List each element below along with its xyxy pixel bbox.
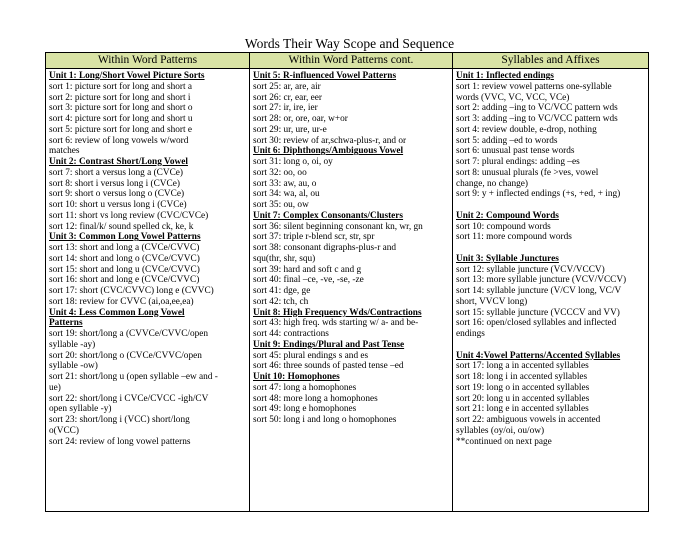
unit-heading <box>49 71 246 82</box>
column-header: Within Word Patterns cont. <box>250 53 452 69</box>
column-body <box>453 69 648 447</box>
sort-line: sort 25: ar, are, air <box>253 81 321 92</box>
sort-line: sort 45: plural endings s and es <box>253 350 369 361</box>
unit-heading <box>253 71 449 82</box>
column-within-word-patterns-cont <box>250 53 453 511</box>
sort-line: sort 3: picture sort for long and short o <box>49 103 193 114</box>
sort-line: sort 14: short and long o (CVCe/CVVC) <box>49 253 200 264</box>
sort-line: sort 4: picture sort for long and short u <box>49 114 193 124</box>
unit-heading-text: Unit 2: Compound Words <box>456 210 559 221</box>
sort-line: syllable -ay) <box>49 339 96 350</box>
sort-line: sort 19: long o in accented syllables <box>456 382 590 393</box>
unit-heading-text: Unit 2: Contrast Short/Long Vowel <box>49 157 188 167</box>
unit-heading-text: Patterns <box>49 318 83 329</box>
scope-sequence-table <box>45 52 649 512</box>
sort-line: sort 2: adding –ing to VC/VCC pattern wds <box>456 103 618 114</box>
sort-line: sort 15: short and long u (CVCe/CVVC) <box>49 264 200 275</box>
sort-line: sort 39: hard and soft c and g <box>253 264 362 275</box>
sort-line: sort 18: review for CVVC (ai,oa,ee,ea) <box>49 296 194 307</box>
sort-line: sort 26: cr, ear, eer <box>253 92 322 103</box>
unit-heading <box>49 157 246 168</box>
sort-line: sort 20: long u in accented syllables <box>456 393 590 404</box>
unit-heading-text: Unit 6: Diphthongs/Ambiguous Vowel <box>253 146 404 157</box>
sort-line: sort 49: long e homophones <box>253 404 357 415</box>
unit-heading-text: Unit 8: High Frequency Wds/Contractions <box>253 307 422 318</box>
sort-line: sort 9: y + inflected endings (+s, +ed, + ing) <box>456 189 621 200</box>
sort-line: sort 18: long i in accented syllables <box>456 372 588 382</box>
sort-line: sort 34: wa, al, ou <box>253 189 320 200</box>
sort-line: sort 6: unusual past tense words <box>456 146 575 157</box>
column-header: Syllables and Affixes <box>453 53 648 69</box>
sort-line: sort 32: oo, oo <box>253 167 307 178</box>
sort-line: sort 9: short o versus long o (CVCe) <box>49 189 185 200</box>
sort-line: sort 1: review vowel patterns one-syllable <box>456 81 612 92</box>
sort-line: sort 29: ur, ure, ur-e <box>253 124 327 135</box>
sort-line: sort 7: plural endings: adding –es <box>456 157 580 167</box>
unit-heading <box>253 372 449 383</box>
column-within-word-patterns <box>46 53 250 511</box>
sort-line: sort 33: aw, au, o <box>253 178 317 189</box>
sort-line: sort 15: syllable juncture (VCCCV and VV) <box>456 307 620 318</box>
sort-line: sort 1: picture sort for long and short a <box>49 81 193 92</box>
unit-heading-text: Unit 9: Endings/Plural and Past Tense <box>253 339 405 350</box>
sort-line: sort 14: syllable juncture (V/CV long, VC/V <box>456 286 622 296</box>
column-body <box>250 69 452 426</box>
sort-line: syllables (oy/oi, ou/ow) <box>456 425 545 436</box>
unit-heading <box>253 211 449 222</box>
sort-line: sort 19: short/long a (CVVCe/CVVC/open <box>49 329 209 339</box>
sort-line: sort 4: review double, e-drop, nothing <box>456 124 597 135</box>
sort-line: sort 8: unusual plurals (fe >ves, vowel <box>456 167 599 178</box>
sort-line: sort 2: picture sort for long and short i <box>49 92 191 103</box>
sort-line: short, VVCV long) <box>456 296 528 307</box>
sort-line: sort 22: ambiguous vowels in accented <box>456 415 601 425</box>
unit-heading <box>49 318 246 329</box>
sort-line: sort 12: final/k/ sound spelled ck, ke, k <box>49 221 194 232</box>
spacer <box>456 243 645 254</box>
spacer <box>456 200 645 211</box>
unit-heading-text: Unit 1: Inflected endings <box>456 71 554 81</box>
sort-line: sort 11: more compound words <box>456 232 572 243</box>
sort-line: sort 7: short a versus long a (CVCe) <box>49 167 184 178</box>
document-title: Words Their Way Scope and Sequence <box>244 36 455 51</box>
unit-heading <box>253 146 449 157</box>
sort-line: sort 50: long i and long o homophones <box>253 415 397 425</box>
sort-line: sort 13: more syllable juncture (VCV/VCCV) <box>456 275 627 286</box>
unit-heading-text: Unit 3: Common Long Vowel Patterns <box>49 232 201 243</box>
unit-heading-text: Unit 4: Less Common Long Vowel <box>49 307 185 318</box>
unit-heading <box>456 351 645 362</box>
sort-line: endings <box>456 329 485 339</box>
sort-line: sort 38: consonant digraphs-plus-r and <box>253 243 397 253</box>
unit-heading-text: Unit 5: R-influenced Vowel Patterns <box>253 71 397 81</box>
sort-line: sort 16: short and long e (CVCe/CVVC) <box>49 275 200 286</box>
unit-heading <box>253 308 449 319</box>
sort-line: sort 13: short and long a (CVCe/CVVC) <box>49 243 200 253</box>
sort-line: sort 27: ir, ire, ier <box>253 103 318 114</box>
sort-line: sort 24: review of long vowel patterns <box>49 436 191 447</box>
sort-line: sort 5: adding –ed to words <box>456 135 558 146</box>
sort-line: sort 41: dge, ge <box>253 286 311 296</box>
unit-heading <box>456 71 645 82</box>
sort-line: words (VVC, VC, VCC, VCe) <box>456 92 570 103</box>
unit-heading <box>456 254 645 265</box>
unit-heading-text: Unit 3: Syllable Junctures <box>456 253 559 264</box>
sort-line: matches <box>49 146 80 157</box>
spacer <box>456 340 645 351</box>
sort-line: sort 17: short (CVC/CVVC) long e (CVVC) <box>49 286 214 296</box>
unit-heading-text: Unit 10: Homophones <box>253 372 340 382</box>
column-body <box>46 69 249 447</box>
column-syllables-and-affixes <box>453 53 648 511</box>
sort-line: o(VCC) <box>49 425 79 436</box>
sort-line: sort 43: high freq. wds starting w/ a- and be- <box>253 318 419 329</box>
sort-line: sort 21: long e in accented syllables <box>456 404 589 415</box>
unit-heading-text: Unit 1: Long/Short Vowel Picture Sorts <box>49 71 205 81</box>
unit-heading <box>49 232 246 243</box>
sort-line: sort 10: short u versus long i (CVCe) <box>49 200 187 210</box>
sort-line: change, no change) <box>456 178 529 189</box>
sort-line: sort 3: adding –ing to VC/VCC pattern wds <box>456 114 618 124</box>
sort-line: sort 28: or, ore, oar, w+or <box>253 114 348 124</box>
unit-heading-text: Unit 7: Complex Consonants/Clusters <box>253 210 404 221</box>
sort-line: sort 20: short/long o (CVCe/CVVC/open <box>49 350 202 361</box>
sort-line: sort 42: tch, ch <box>253 296 309 307</box>
sort-line: sort 36: silent beginning consonant kn, wr, gn <box>253 221 423 232</box>
sort-line: sort 21: short/long u (open syllable –ew and - <box>49 372 218 382</box>
sort-line: sort 10: compound words <box>456 221 551 232</box>
unit-heading <box>49 308 246 319</box>
sort-line: sort 44: contractions <box>253 329 329 339</box>
sort-line: sort 47: long a homophones <box>253 382 357 393</box>
sort-line: squ(thr, shr, squ) <box>253 253 316 264</box>
sort-line: sort 23: short/long i (VCC) short/long <box>49 415 190 425</box>
sort-line: sort 37: triple r-blend scr, str, spr <box>253 232 375 243</box>
sort-line: sort 11: short vs long review (CVC/CVCe) <box>49 210 209 221</box>
sort-line: sort 30: review of ar,schwa-plus-r, and or <box>253 135 407 146</box>
sort-line: sort 48: more long a homophones <box>253 393 378 404</box>
column-header: Within Word Patterns <box>46 53 249 69</box>
sort-line: sort 16: open/closed syllables and inflected <box>456 318 617 329</box>
sort-line: sort 46: three sounds of pasted tense –ed <box>253 361 404 372</box>
unit-heading-text: Unit 4:Vowel Patterns/Accented Syllables <box>456 350 621 361</box>
sort-line: sort 6: review of long vowels w/word <box>49 135 189 146</box>
sort-line: **continued on next page <box>456 436 552 447</box>
sort-line: ue) <box>49 382 61 393</box>
sort-line: sort 40: final –ce, -ve, -se, -ze <box>253 275 364 286</box>
sort-line: sort 17: long a in accented syllables <box>456 361 589 372</box>
sort-line: sort 22: short/long i CVCe/CVCC -igh/CV <box>49 393 209 404</box>
unit-heading <box>456 211 645 222</box>
sort-line: sort 8: short i versus long i (CVCe) <box>49 178 180 189</box>
sort-line: syllable -ow) <box>49 361 98 372</box>
sort-line: open syllable -y) <box>49 404 112 415</box>
sort-line: sort 31: long o, oi, oy <box>253 157 333 167</box>
unit-heading <box>253 340 449 351</box>
sort-line: sort 5: picture sort for long and short e <box>49 124 193 135</box>
sort-line: sort 12: syllable juncture (VCV/VCCV) <box>456 264 605 275</box>
sort-line: sort 35: ou, ow <box>253 200 309 210</box>
